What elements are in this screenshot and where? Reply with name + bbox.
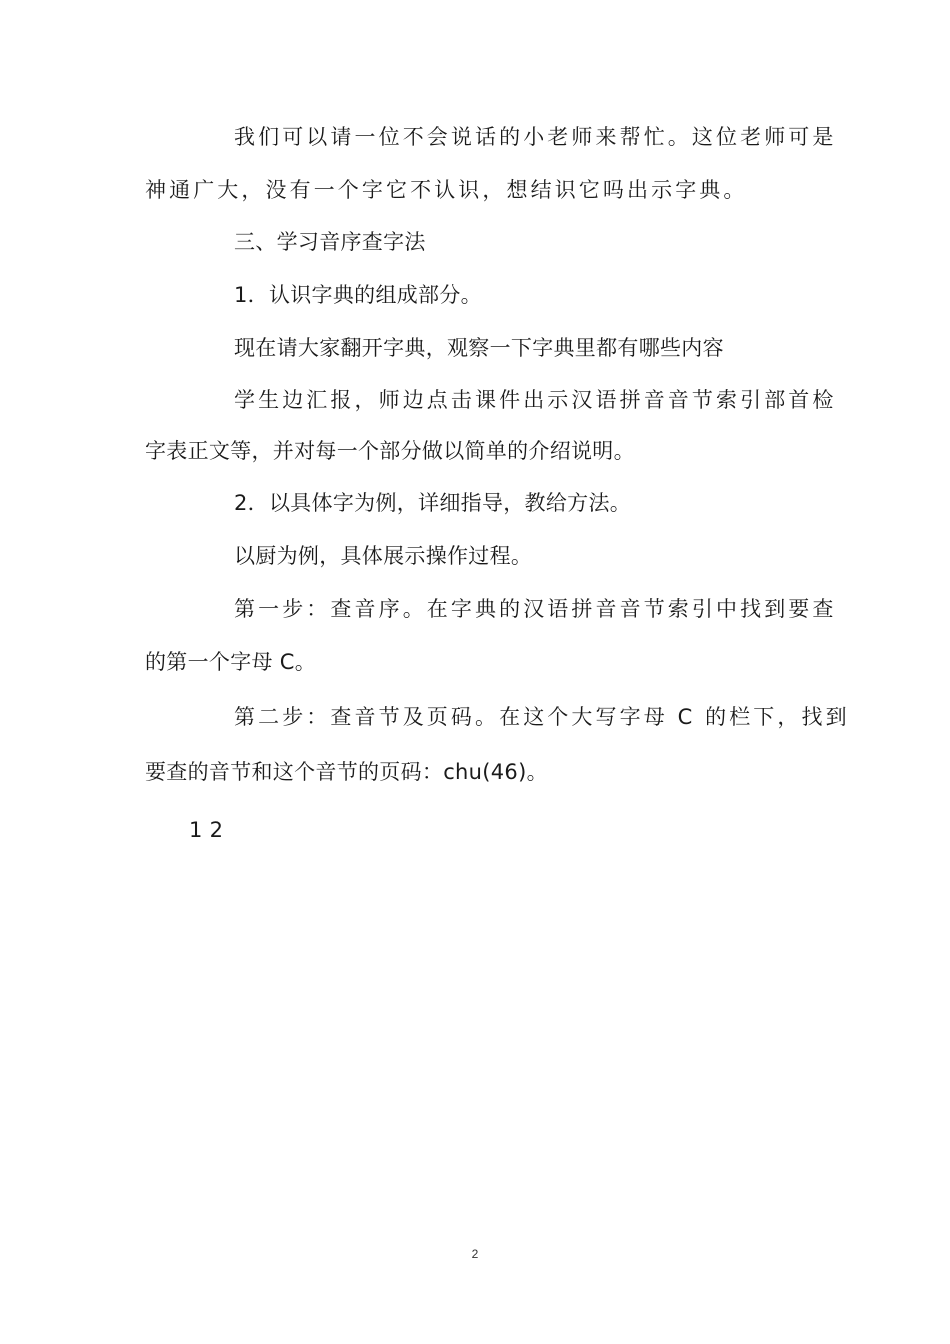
numbered-item: 1．认识字典的组成部分。	[234, 283, 482, 307]
page-number: 2	[471, 1247, 479, 1261]
paragraph-line: 学生边汇报，师边点击课件出示汉语拼音音节索引部首检	[234, 388, 837, 412]
paragraph-line: 我们可以请一位不会说话的小老师来帮忙。这位老师可是	[234, 125, 837, 149]
section-heading: 三、学习音序查字法	[234, 230, 426, 254]
paragraph-line: 以厨为例，具体展示操作过程。	[234, 544, 533, 568]
pagination-marker: 1 2	[189, 818, 224, 842]
paragraph-line: 现在请大家翻开字典，观察一下字典里都有哪些内容	[234, 336, 724, 360]
paragraph-line: 第二步：查音节及页码。在这个大写字母 C 的栏下，找到	[234, 705, 850, 729]
paragraph-line: 字表正文等，并对每一个部分做以简单的介绍说明。	[145, 439, 635, 463]
paragraph-line: 要查的音节和这个音节的页码：chu(46)。	[145, 760, 548, 784]
paragraph-line: 神通广大，没有一个字它不认识，想结识它吗出示字典。	[145, 178, 748, 202]
paragraph-line: 第一步：查音序。在字典的汉语拼音音节索引中找到要查	[234, 597, 837, 621]
paragraph-line: 的第一个字母 C。	[145, 650, 317, 674]
numbered-item: 2．以具体字为例，详细指导，教给方法。	[234, 491, 632, 515]
